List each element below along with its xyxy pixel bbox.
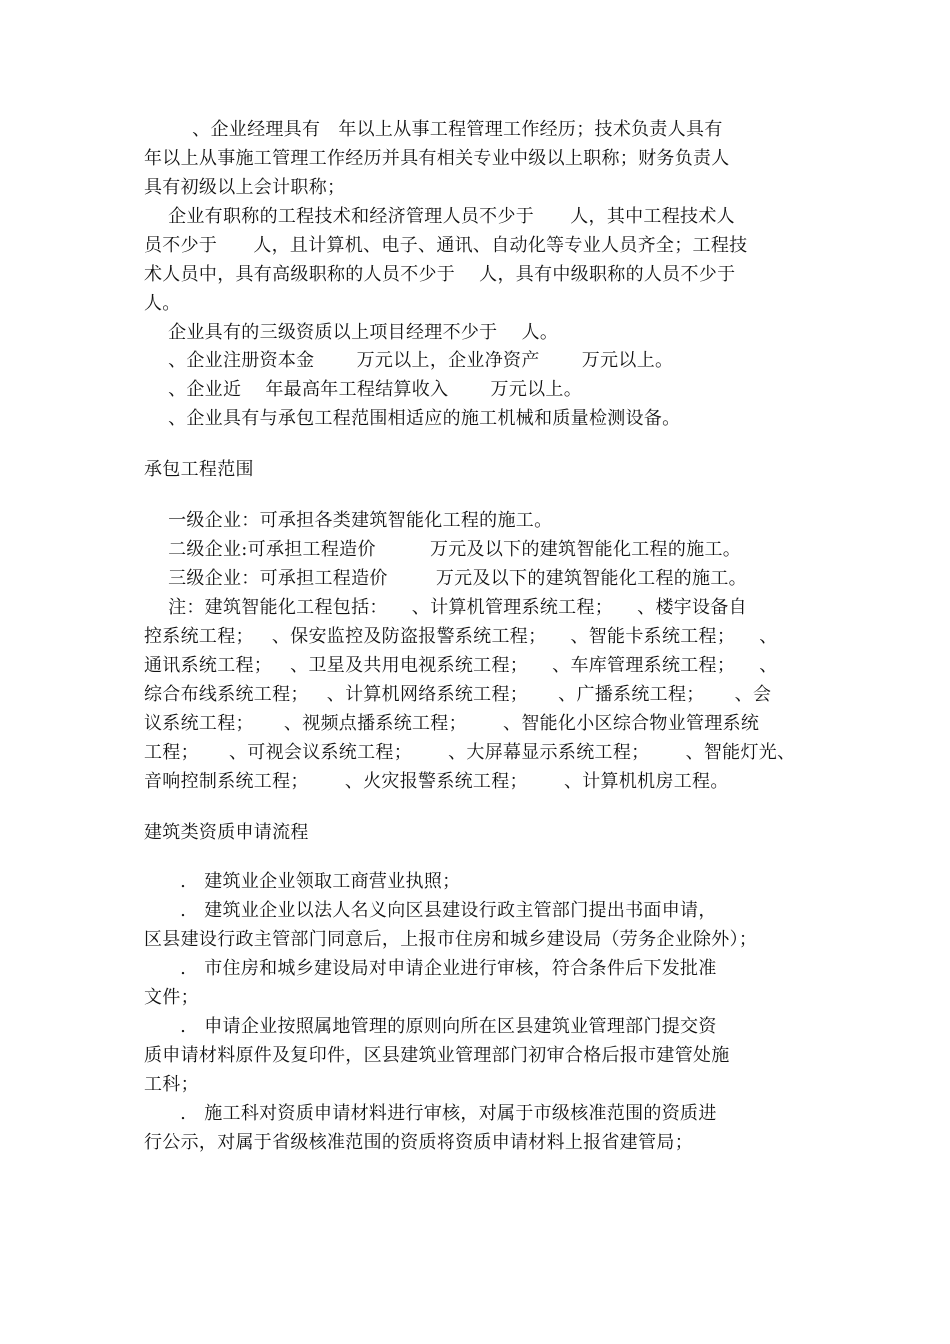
requirement-line: 企业有职称的工程技术和经济管理人员不少于 人，其中工程技术人 — [144, 206, 735, 227]
process-line: 文件； — [144, 987, 199, 1008]
requirement-line: 具有初级以上会计职称； — [144, 177, 346, 198]
requirement-line: 年以上从事施工管理工作经历并具有相关专业中级以上职称；财务负责人 — [144, 148, 730, 169]
section-heading-scope: 承包工程范围 — [144, 459, 254, 480]
process-line: . 建筑业企业领取工商营业执照； — [144, 871, 461, 892]
process-line: 工科； — [144, 1074, 199, 1095]
scope-line: 注：建筑智能化工程包括： 、计算机管理系统工程； 、楼宇设备自 — [144, 597, 747, 618]
process-line: 行公示，对属于省级核准范围的资质将资质申请材料上报省建管局； — [144, 1132, 693, 1153]
requirement-line: 员不少于 人，且计算机、电子、通讯、自动化等专业人员齐全；工程技 — [144, 235, 748, 256]
process-line: 质申请材料原件及复印件，区县建筑业管理部门初审合格后报市建管处施 — [144, 1045, 730, 1066]
requirement-line: 、企业近 年最高年工程结算收入 万元以上。 — [144, 379, 583, 400]
requirement-line: 、企业经理具有 年以上从事工程管理工作经历；技术负责人具有 — [144, 119, 723, 140]
section-heading-process: 建筑类资质申请流程 — [144, 822, 309, 843]
requirement-line: 、企业具有与承包工程范围相适应的施工机械和质量检测设备。 — [144, 408, 681, 429]
requirement-line: 人。 — [144, 293, 181, 314]
scope-line: 一级企业：可承担各类建筑智能化工程的施工。 — [144, 510, 553, 531]
scope-line: 综合布线系统工程； 、计算机网络系统工程； 、广播系统工程； 、会 — [144, 684, 772, 705]
scope-line: 工程； 、可视会议系统工程； 、大屏幕显示系统工程； 、智能灯光、 — [144, 742, 796, 763]
requirement-line: 企业具有的三级资质以上项目经理不少于 人。 — [144, 322, 559, 343]
requirement-line: 术人员中，具有高级职称的人员不少于 人，具有中级职称的人员不少于 — [144, 264, 736, 285]
process-line: . 申请企业按照属地管理的原则向所在区县建筑业管理部门提交资 — [144, 1016, 717, 1037]
scope-line: 通讯系统工程； 、卫星及共用电视系统工程； 、车库管理系统工程； 、 — [144, 655, 778, 676]
scope-line: 音响控制系统工程； 、火灾报警系统工程； 、计算机机房工程。 — [144, 771, 729, 792]
process-line: . 市住房和城乡建设局对申请企业进行审核，符合条件后下发批准 — [144, 958, 717, 979]
scope-line: 控系统工程； 、保安监控及防盗报警系统工程； 、智能卡系统工程； 、 — [144, 626, 778, 647]
process-line: 区县建设行政主管部门同意后，上报市住房和城乡建设局（劳务企业除外）； — [144, 929, 758, 950]
scope-line: 二级企业:可承担工程造价 万元及以下的建筑智能化工程的施工。 — [144, 539, 742, 560]
scope-line: 三级企业：可承担工程造价 万元及以下的建筑智能化工程的施工。 — [144, 568, 747, 589]
requirement-line: 、企业注册资本金 万元以上，企业净资产 万元以上。 — [144, 350, 674, 371]
process-line: . 建筑业企业以法人名义向区县建设行政主管部门提出书面申请， — [144, 900, 717, 921]
scope-line: 议系统工程； 、视频点播系统工程； 、智能化小区综合物业管理系统 — [144, 713, 760, 734]
process-line: . 施工科对资质申请材料进行审核，对属于市级核准范围的资质进 — [144, 1103, 717, 1124]
